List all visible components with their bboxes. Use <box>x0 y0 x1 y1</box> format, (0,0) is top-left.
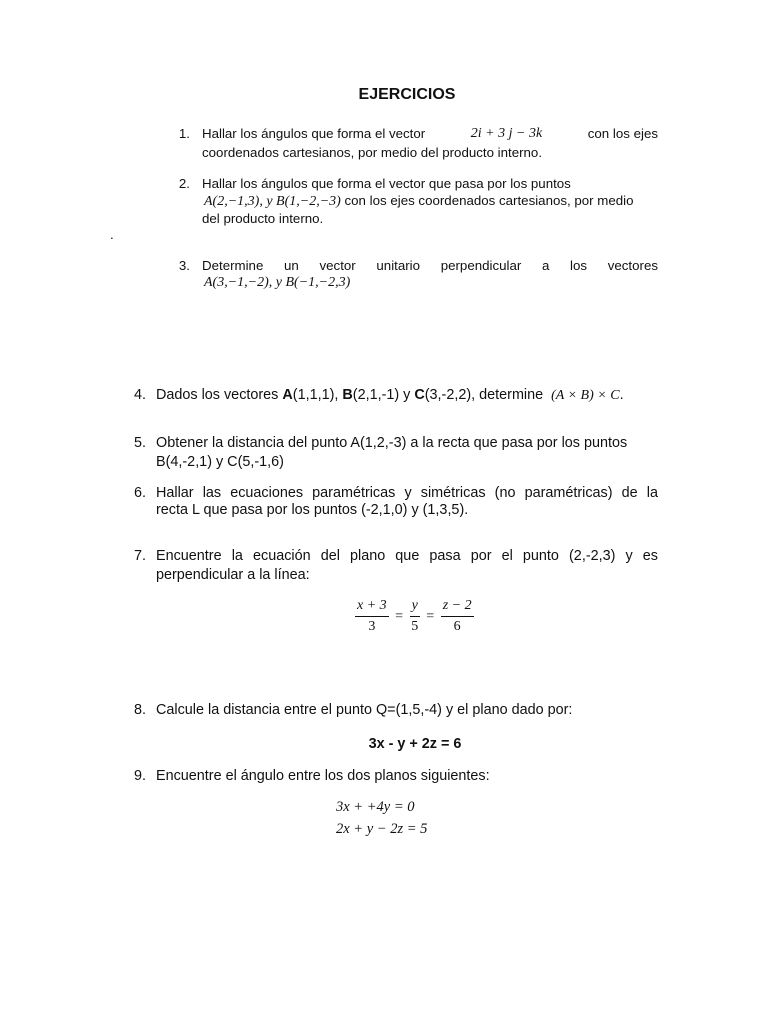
exercise-7-line1: Encuentre la ecuación del plano que pasa por el punto (2,-2,3) y es <box>156 548 658 564</box>
exercise-6-number: 6. <box>133 485 146 501</box>
exercise-1-line1 <box>202 125 658 143</box>
exercise-1-prefix: Hallar los ángulos que forma el vector <box>202 126 426 141</box>
equals-sign-2: = <box>426 608 435 624</box>
fraction-y <box>410 598 420 635</box>
fraction-z <box>441 598 474 635</box>
exercise-4-number: 4. <box>133 387 146 403</box>
exercise-5-line2: B(4,-2,1) y C(5,-1,6) <box>156 454 284 470</box>
exercise-5-number: 5. <box>133 435 146 451</box>
plane-1-equation: 3x + +4y = 0 <box>336 799 415 815</box>
equals-sign-1: = <box>395 608 404 624</box>
exercise-3-number: 3. <box>178 258 190 273</box>
exercise-5-line1: Obtener la distancia del punto A(1,2,-3) a la recta que pasa por los puntos <box>156 435 628 451</box>
vector-b-label: B <box>342 387 353 403</box>
exercise-4-expression: (A × B) × C <box>551 388 620 403</box>
exercise-4-text-c: (2,1,-1) y <box>352 387 415 403</box>
exercise-1-vector: 2i + 3 j − 3k <box>470 126 543 141</box>
exercise-2-points: A(2,−1,3), y B(1,−2,−3) <box>204 194 341 209</box>
exercise-9-number: 9. <box>133 768 146 784</box>
fraction-x <box>355 598 389 635</box>
vector-a-label: A <box>282 387 293 403</box>
exercise-2-number: 2. <box>178 176 190 191</box>
exercise-4-line1 <box>156 386 624 405</box>
exercise-6-line2: recta L que pasa por los puntos (-2,1,0) y (1,3,5). <box>156 502 469 518</box>
plane-2-equation: 2x + y − 2z = 5 <box>336 821 428 837</box>
exercise-2-line2 <box>204 192 634 211</box>
fraction-x-numerator: x + 3 <box>355 598 389 617</box>
fraction-z-numerator: z − 2 <box>441 598 474 617</box>
exercise-3-vectors: A(3,−1,−2), y B(−1,−2,3) <box>204 275 351 290</box>
symmetric-line-equation <box>355 598 474 635</box>
exercise-7-line2: perpendicular a la línea: <box>156 567 310 583</box>
exercise-7-number: 7. <box>133 548 146 564</box>
exercise-4-text-d: (3,-2,2), determine <box>424 387 544 403</box>
exercise-3-line2 <box>204 273 350 292</box>
stray-mark: . <box>110 227 114 242</box>
exercise-6-line1: Hallar las ecuaciones paramétricas y simétricas (no paramétricas) de la <box>156 485 658 501</box>
exercise-2-line2-suffix: con los ejes coordenados cartesianos, por medio <box>344 193 634 208</box>
vector-c-label: C <box>414 387 425 403</box>
exercise-4-text-b: (1,1,1), <box>292 387 343 403</box>
fraction-z-denominator: 6 <box>453 619 461 634</box>
fraction-y-denominator: 5 <box>411 619 419 634</box>
exercise-1-line2: coordenados cartesianos, por medio del producto interno. <box>202 145 543 160</box>
exercise-8-number: 8. <box>133 702 146 718</box>
fraction-x-denominator: 3 <box>368 619 376 634</box>
fraction-y-numerator: y <box>410 598 420 617</box>
exercise-8-line1: Calcule la distancia entre el punto Q=(1,5,-4) y el plano dado por: <box>156 702 573 718</box>
page-title: EJERCICIOS <box>358 86 456 103</box>
exercise-2-line3: del producto interno. <box>202 211 324 226</box>
exercise-3-line1: Determine un vector unitario perpendicular a los vectores <box>202 258 658 273</box>
exercise-1-number: 1. <box>178 126 190 141</box>
exercise-9-line1: Encuentre el ángulo entre los dos planos siguientes: <box>156 768 490 784</box>
exercise-4-text-a: Dados los vectores <box>156 387 283 403</box>
exercise-2-line1-text: Hallar los ángulos que forma el vector que pasa por los puntos <box>202 176 571 191</box>
exercise-4-period: . <box>619 387 624 403</box>
exercise-1-suffix: con los ejes <box>587 126 658 141</box>
plane-equation: 3x - y + 2z = 6 <box>368 736 462 752</box>
exercise-2-line1 <box>202 175 658 193</box>
